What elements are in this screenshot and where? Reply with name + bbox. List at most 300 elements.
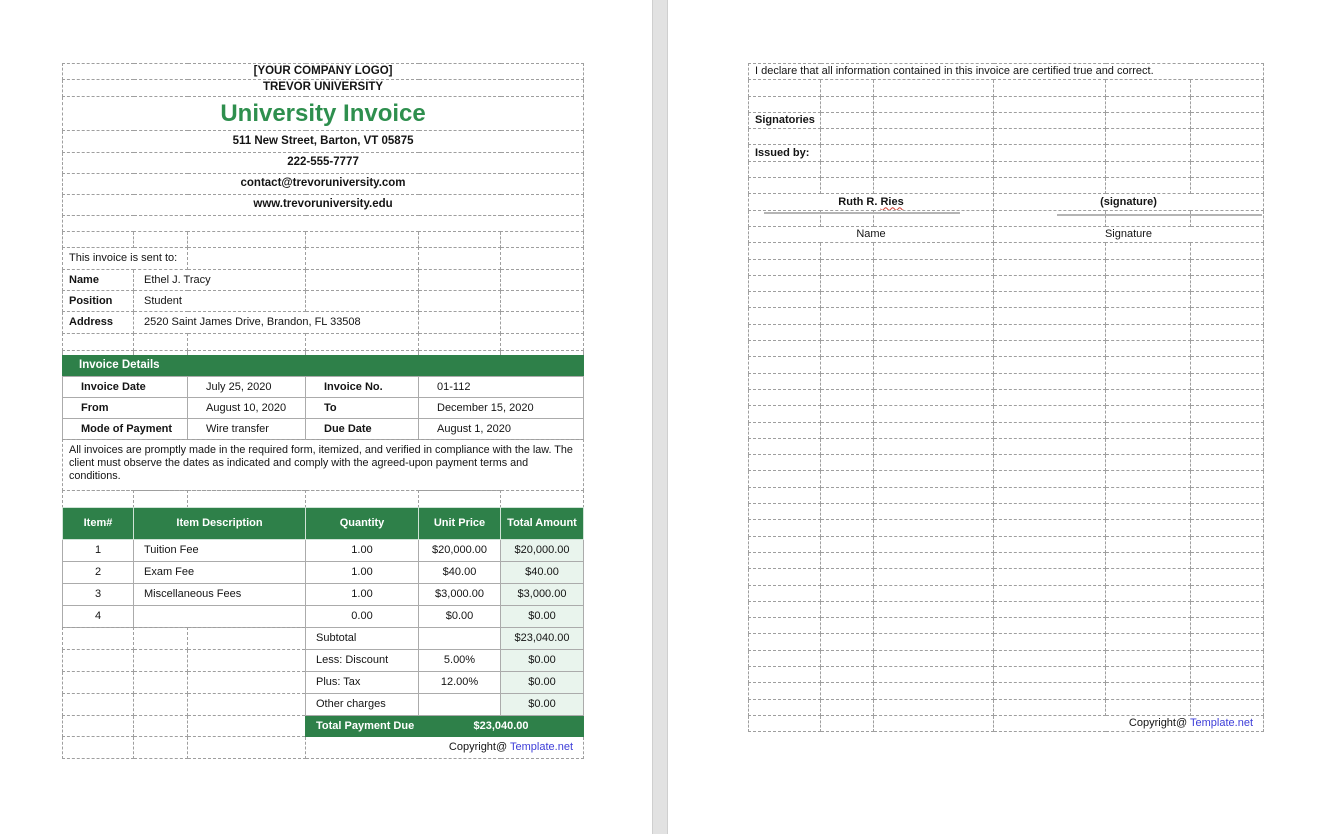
grid-cell — [63, 694, 134, 716]
grid-cell — [749, 406, 821, 422]
item-num: 2 — [63, 562, 134, 584]
grid-cell — [994, 634, 1106, 650]
grid-cell — [821, 569, 874, 585]
grid-cell — [821, 373, 874, 389]
grid-cell — [1191, 569, 1264, 585]
grid-cell — [306, 248, 419, 270]
grid-cell — [63, 650, 134, 672]
grid-cell — [1191, 666, 1264, 682]
grid-cell — [1106, 634, 1191, 650]
grid-cell — [874, 324, 994, 340]
from-value: August 10, 2020 — [188, 398, 306, 419]
grid-cell — [749, 357, 821, 373]
item-num: 4 — [63, 606, 134, 628]
spacer-grid — [62, 333, 584, 356]
grid-row — [749, 601, 1264, 617]
grid-cell — [994, 650, 1106, 666]
grid-cell — [821, 699, 874, 715]
signature-signature-line — [1057, 214, 1262, 216]
grid-cell — [821, 357, 874, 373]
grid-cell — [994, 161, 1106, 177]
grid-cell — [874, 389, 994, 405]
grid-row — [749, 634, 1264, 650]
grid-cell — [63, 491, 134, 508]
grid-cell — [994, 601, 1106, 617]
items-table — [62, 507, 584, 628]
grid-cell — [1191, 650, 1264, 666]
grid-cell — [994, 438, 1106, 454]
grid-cell — [994, 178, 1106, 194]
grid-cell — [1106, 373, 1191, 389]
grid-cell — [1106, 585, 1191, 601]
grid-cell — [1106, 145, 1191, 161]
grid-cell — [1106, 96, 1191, 112]
grid-cell — [821, 650, 874, 666]
grid-cell — [749, 715, 821, 731]
grid-cell — [994, 129, 1106, 145]
copyright-text: Copyright@ — [1128, 717, 1188, 730]
grid-cell — [994, 683, 1106, 699]
grid-cell — [1191, 471, 1264, 487]
grid-row — [749, 341, 1264, 357]
grid-row — [749, 422, 1264, 438]
grid-cell — [1191, 455, 1264, 471]
grid-cell — [821, 634, 874, 650]
to-label: To — [306, 398, 419, 419]
item-total: $0.00 — [501, 606, 584, 628]
grid-cell — [994, 243, 1106, 259]
grid-cell — [1191, 112, 1264, 128]
grid-row — [749, 536, 1264, 552]
grid-cell — [994, 569, 1106, 585]
grid-cell — [749, 650, 821, 666]
grid-cell — [749, 683, 821, 699]
grid-cell — [994, 422, 1106, 438]
grid-cell — [1191, 357, 1264, 373]
grid-cell — [1106, 455, 1191, 471]
grid-cell — [134, 650, 188, 672]
grid-cell — [874, 666, 994, 682]
grid-cell — [749, 129, 821, 145]
grid-cell — [821, 112, 874, 128]
discount-rate: 5.00% — [419, 650, 501, 672]
grid-cell — [419, 312, 501, 334]
item-quantity: 0.00 — [306, 606, 419, 628]
grid-cell — [749, 161, 821, 177]
grid-cell — [821, 552, 874, 568]
invoice-details-bar — [62, 355, 584, 377]
grid-cell — [1191, 536, 1264, 552]
grid-row — [749, 487, 1264, 503]
sent-to-heading: This invoice is sent to: — [63, 248, 188, 270]
issuer-last-name: Ries — [880, 195, 904, 208]
grid-cell — [749, 178, 821, 194]
grid-row — [749, 471, 1264, 487]
item-total: $3,000.00 — [501, 584, 584, 606]
grid-cell — [1191, 406, 1264, 422]
company-logo-placeholder: [YOUR COMPANY LOGO] — [63, 64, 584, 80]
issued-by-label: Issued by: — [749, 145, 821, 161]
company-header-table — [62, 63, 584, 216]
grid-cell — [306, 334, 419, 351]
grid-cell — [874, 422, 994, 438]
grid-cell — [1106, 666, 1191, 682]
grid-cell — [749, 536, 821, 552]
grid-cell — [1106, 292, 1191, 308]
grid-cell — [874, 129, 994, 145]
company-address: 511 New Street, Barton, VT 05875 — [63, 131, 584, 153]
grid-cell — [749, 243, 821, 259]
grid-row — [749, 569, 1264, 585]
grid-cell — [1191, 243, 1264, 259]
grid-cell — [501, 232, 584, 248]
grid-cell — [994, 96, 1106, 112]
grid-cell — [134, 232, 188, 248]
grid-cell — [874, 715, 994, 731]
grid-cell — [749, 666, 821, 682]
grid-cell — [821, 96, 874, 112]
tax-label: Plus: Tax — [306, 672, 419, 694]
grid-cell — [874, 406, 994, 422]
company-name: TREVOR UNIVERSITY — [63, 80, 584, 97]
items-header-description: Item Description — [134, 508, 306, 540]
grid-cell — [134, 334, 188, 351]
copyright-line — [306, 737, 584, 759]
signatories-page — [668, 0, 1321, 834]
grid-cell — [994, 552, 1106, 568]
recipient-name-value: Ethel J. Tracy — [134, 270, 306, 291]
grid-cell — [749, 292, 821, 308]
from-label: From — [63, 398, 188, 419]
grid-cell — [501, 270, 584, 291]
grid-cell — [874, 259, 994, 275]
grid-cell — [1106, 259, 1191, 275]
grid-cell — [994, 406, 1106, 422]
grid-cell — [1106, 80, 1191, 96]
grid-cell — [994, 292, 1106, 308]
grid-cell — [749, 520, 821, 536]
grid-row — [749, 275, 1264, 291]
grid-cell — [874, 275, 994, 291]
grid-cell — [821, 585, 874, 601]
grid-cell — [994, 455, 1106, 471]
template-net-link[interactable]: Template.net — [1190, 717, 1253, 730]
declaration-statement: I declare that all information contained in this invoice are certified true and correct. — [749, 64, 1264, 80]
grid-cell — [749, 341, 821, 357]
grid-cell — [821, 504, 874, 520]
grid-row — [749, 455, 1264, 471]
grid-row — [749, 259, 1264, 275]
item-num: 3 — [63, 584, 134, 606]
item-num: 1 — [63, 540, 134, 562]
grid-cell — [749, 618, 821, 634]
grid-cell — [821, 80, 874, 96]
grid-cell — [1191, 520, 1264, 536]
grid-cell — [874, 455, 994, 471]
grid-cell — [749, 585, 821, 601]
recipient-address-label: Address — [63, 312, 134, 334]
spacer-grid — [62, 490, 584, 508]
grid-cell — [821, 471, 874, 487]
grid-cell — [306, 491, 419, 508]
grid-cell — [874, 569, 994, 585]
discount-amount: $0.00 — [501, 650, 584, 672]
discount-label: Less: Discount — [306, 650, 419, 672]
grid-row — [749, 618, 1264, 634]
recipient-position-value: Student — [134, 291, 306, 312]
grid-cell — [134, 694, 188, 716]
grid-cell — [874, 683, 994, 699]
grid-cell — [188, 694, 306, 716]
item-row — [63, 540, 584, 562]
grid-cell — [1106, 210, 1191, 226]
grid-cell — [874, 96, 994, 112]
subtotal-rate-cell — [419, 628, 501, 650]
grid-cell — [1106, 683, 1191, 699]
template-net-link[interactable]: Template.net — [510, 741, 573, 754]
grid-row — [749, 650, 1264, 666]
grid-cell — [1106, 324, 1191, 340]
grid-cell — [994, 308, 1106, 324]
grid-cell — [749, 422, 821, 438]
grid-cell — [994, 259, 1106, 275]
grid-cell — [63, 672, 134, 694]
grid-row — [749, 438, 1264, 454]
grid-cell — [874, 161, 994, 177]
item-description: Tuition Fee — [134, 540, 306, 562]
grid-cell — [821, 389, 874, 405]
name-caption: Name — [749, 226, 994, 242]
signatories-sheet — [748, 64, 1263, 732]
grid-cell — [1106, 487, 1191, 503]
grid-cell — [1191, 618, 1264, 634]
grid-cell — [994, 210, 1106, 226]
grid-cell — [821, 341, 874, 357]
grid-cell — [188, 334, 306, 351]
grid-cell — [749, 308, 821, 324]
items-header-num: Item# — [63, 508, 134, 540]
grid-cell — [994, 536, 1106, 552]
grid-cell — [1106, 308, 1191, 324]
grid-cell — [188, 672, 306, 694]
page-title: University Invoice — [63, 97, 584, 131]
copyright-text: Copyright@ — [448, 741, 508, 754]
grid-cell — [821, 275, 874, 291]
grid-cell — [1106, 422, 1191, 438]
grid-cell — [874, 634, 994, 650]
grid-cell — [419, 232, 501, 248]
grid-cell — [821, 455, 874, 471]
grid-cell — [1191, 161, 1264, 177]
items-header-total-amount: Total Amount — [501, 508, 584, 540]
grid-row — [749, 308, 1264, 324]
grid-cell — [1191, 585, 1264, 601]
grid-cell — [306, 232, 419, 248]
invoice-date-label: Invoice Date — [63, 377, 188, 398]
subtotal-amount: $23,040.00 — [501, 628, 584, 650]
grid-cell — [821, 487, 874, 503]
grid-row — [749, 357, 1264, 373]
terms-note: All invoices are promptly made in the required form, itemized, and verified in compliance with the law. The client must observe the dates as indicated and comply with the agreed-upon payment terms and conditions. — [63, 440, 584, 491]
grid-cell — [501, 334, 584, 351]
grid-cell — [994, 324, 1106, 340]
other-charges-label: Other charges — [306, 694, 419, 716]
grid-cell — [994, 699, 1106, 715]
invoice-details-heading: Invoice Details — [63, 356, 584, 377]
item-quantity: 1.00 — [306, 562, 419, 584]
grid-row — [749, 324, 1264, 340]
grid-cell — [749, 389, 821, 405]
grid-cell — [874, 308, 994, 324]
subtotal-label: Subtotal — [306, 628, 419, 650]
grid-cell — [419, 291, 501, 312]
grid-cell — [749, 259, 821, 275]
mode-of-payment-value: Wire transfer — [188, 419, 306, 440]
grid-cell — [821, 666, 874, 682]
grid-cell — [874, 650, 994, 666]
grid-cell — [501, 291, 584, 312]
grid-cell — [994, 487, 1106, 503]
grid-cell — [749, 80, 821, 96]
grid-cell — [874, 585, 994, 601]
grid-cell — [1106, 341, 1191, 357]
item-unit-price: $20,000.00 — [419, 540, 501, 562]
grid-cell — [1191, 683, 1264, 699]
grid-cell — [1106, 569, 1191, 585]
grid-row — [749, 373, 1264, 389]
grid-cell — [1191, 699, 1264, 715]
grid-cell — [188, 232, 306, 248]
invoice-page — [0, 0, 652, 834]
grid-cell — [1106, 178, 1191, 194]
grid-row — [749, 389, 1264, 405]
issuer-name-value — [749, 194, 994, 210]
invoice-details-table — [62, 376, 584, 440]
grid-cell — [874, 292, 994, 308]
grid-cell — [1106, 552, 1191, 568]
grid-cell — [821, 715, 874, 731]
grid-cell — [1191, 634, 1264, 650]
invoice-no-value: 01-112 — [419, 377, 584, 398]
item-description: Miscellaneous Fees — [134, 584, 306, 606]
grid-cell — [994, 373, 1106, 389]
item-unit-price: $0.00 — [419, 606, 501, 628]
to-value: December 15, 2020 — [419, 398, 584, 419]
grid-cell — [749, 275, 821, 291]
other-charges-amount: $0.00 — [501, 694, 584, 716]
grid-cell — [1191, 438, 1264, 454]
total-payment-due-amount: $23,040.00 — [419, 716, 584, 737]
grid-cell — [821, 145, 874, 161]
grid-cell — [1191, 145, 1264, 161]
signature-placeholder: (signature) — [994, 194, 1264, 210]
grid-cell — [1191, 422, 1264, 438]
grid-cell — [306, 291, 419, 312]
invoice-date-value: July 25, 2020 — [188, 377, 306, 398]
grid-row — [749, 243, 1264, 259]
grid-cell — [749, 569, 821, 585]
invoice-sheet — [62, 64, 583, 759]
grid-cell — [188, 716, 306, 737]
signature-caption: Signature — [994, 226, 1264, 242]
due-date-value: August 1, 2020 — [419, 419, 584, 440]
grid-cell — [821, 520, 874, 536]
item-unit-price: $3,000.00 — [419, 584, 501, 606]
tax-amount: $0.00 — [501, 672, 584, 694]
grid-cell — [821, 324, 874, 340]
grid-cell — [501, 248, 584, 270]
grid-cell — [821, 601, 874, 617]
issuer-first-name: Ruth R. — [838, 195, 878, 208]
grid-cell — [1106, 504, 1191, 520]
recipient-address-value: 2520 Saint James Drive, Brandon, FL 33508 — [134, 312, 419, 334]
grid-cell — [1106, 471, 1191, 487]
tax-rate: 12.00% — [419, 672, 501, 694]
grid-cell — [874, 178, 994, 194]
grid-cell — [749, 552, 821, 568]
grid-cell — [1106, 406, 1191, 422]
item-row — [63, 606, 584, 628]
item-description — [134, 606, 306, 628]
grid-cell — [134, 737, 188, 759]
grid-cell — [874, 341, 994, 357]
grid-cell — [1106, 536, 1191, 552]
grid-cell — [749, 438, 821, 454]
grid-row — [749, 552, 1264, 568]
grid-cell — [1191, 178, 1264, 194]
grid-cell — [994, 471, 1106, 487]
grid-cell — [1106, 601, 1191, 617]
grid-cell — [1191, 341, 1264, 357]
grid-cell — [501, 312, 584, 334]
grid-cell — [749, 373, 821, 389]
grid-cell — [874, 243, 994, 259]
grid-cell — [1106, 438, 1191, 454]
grid-cell — [821, 308, 874, 324]
grid-cell — [134, 672, 188, 694]
grid-cell — [63, 334, 134, 351]
grid-row — [749, 504, 1264, 520]
company-phone: 222-555-7777 — [63, 153, 584, 174]
grid-cell — [821, 618, 874, 634]
grid-cell — [874, 112, 994, 128]
grid-cell — [874, 357, 994, 373]
grid-cell — [821, 406, 874, 422]
grid-cell — [188, 491, 306, 508]
name-signature-line — [764, 212, 960, 214]
grid-cell — [63, 716, 134, 737]
grid-row — [749, 292, 1264, 308]
invoice-no-label: Invoice No. — [306, 377, 419, 398]
copyright-line — [994, 715, 1264, 731]
grid-cell — [1106, 357, 1191, 373]
grid-cell — [749, 455, 821, 471]
grid-row — [749, 406, 1264, 422]
grid-cell — [188, 650, 306, 672]
grid-cell — [63, 216, 584, 232]
grid-cell — [1191, 504, 1264, 520]
grid-cell — [1106, 520, 1191, 536]
grid-cell — [821, 178, 874, 194]
grid-cell — [821, 683, 874, 699]
grid-cell — [1106, 112, 1191, 128]
grid-cell — [749, 634, 821, 650]
grid-cell — [749, 601, 821, 617]
signatories-grid — [748, 63, 1264, 732]
grid-cell — [1191, 487, 1264, 503]
grid-cell — [874, 373, 994, 389]
mode-of-payment-label: Mode of Payment — [63, 419, 188, 440]
